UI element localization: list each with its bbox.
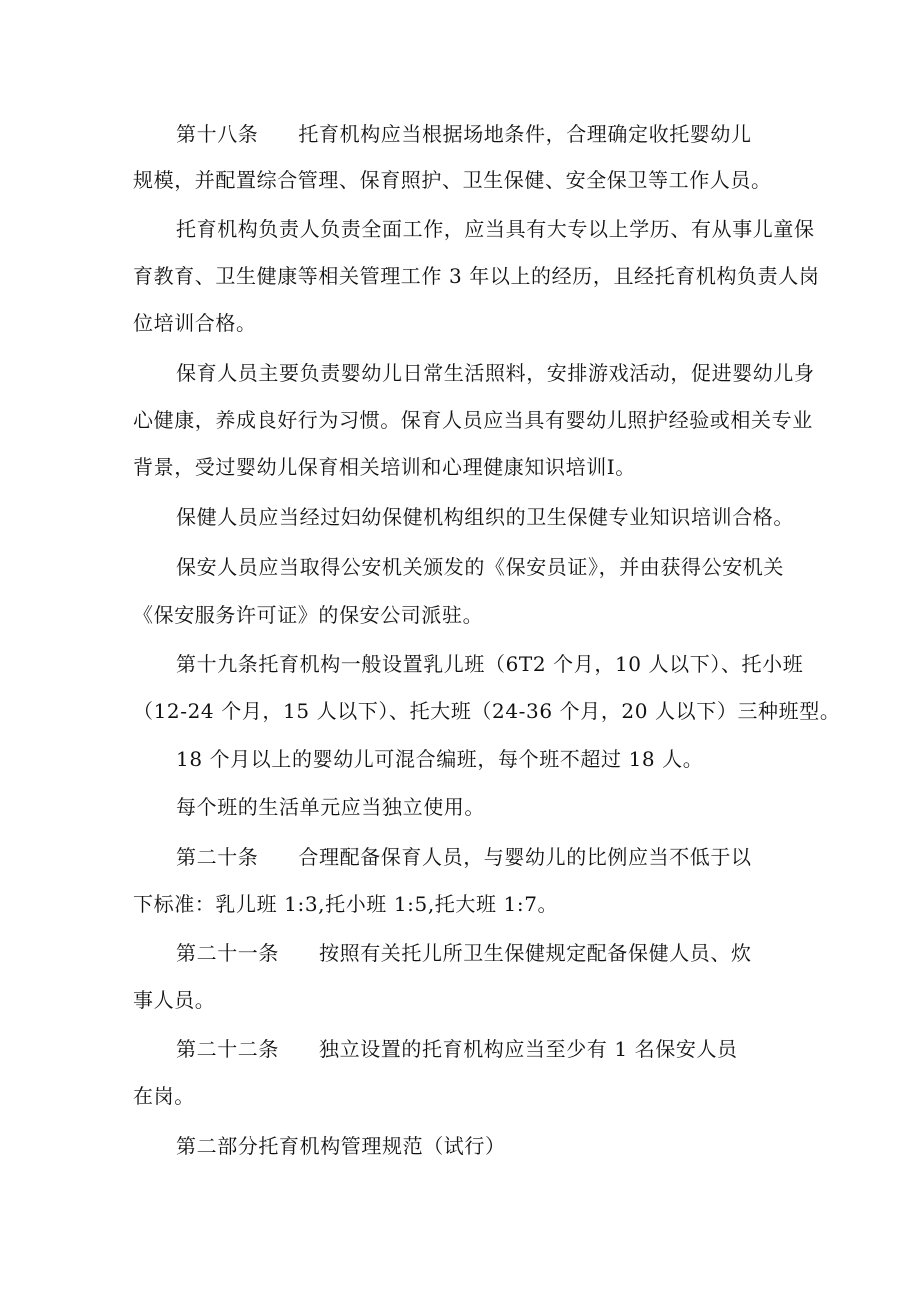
article-19-line-2: （12-24 个月，15 人以下）、托大班（24-36 个月，20 人以下）三种班型。 bbox=[133, 699, 841, 723]
health-paragraph-line-1: 保健人员应当经过妇幼保健机构组织的卫生保健专业知识培训合格。 bbox=[176, 505, 794, 529]
mixed-class-paragraph: 18 个月以上的婴幼儿可混合编班，每个班不超过 18 人。 bbox=[176, 747, 704, 771]
article-20-line-2: 下标准：乳儿班 1:3,托小班 1:5,托大班 1:7。 bbox=[133, 892, 559, 916]
article-20-line-1 bbox=[176, 845, 752, 869]
article-21-text: 按照有关托儿所卫生保健规定配备保健人员、炊 bbox=[319, 941, 752, 965]
article-22-line-1 bbox=[176, 1037, 738, 1061]
article-21-line-2: 事人员。 bbox=[133, 988, 216, 1012]
article-20-heading: 第二十条 bbox=[176, 845, 259, 869]
article-21-line-1 bbox=[176, 941, 752, 965]
article-18-text: 托育机构应当根据场地条件，合理确定收托婴幼儿 bbox=[298, 122, 752, 146]
living-unit-paragraph: 每个班的生活单元应当独立使用。 bbox=[176, 795, 485, 819]
part-2-heading: 第二部分托育机构管理规范（试行） bbox=[176, 1134, 506, 1158]
head-paragraph-line-1: 托育机构负责人负责全面工作，应当具有大专以上学历、有从事儿童保 bbox=[176, 217, 815, 241]
care-paragraph-line-2: 心健康，养成良好行为习惯。保育人员应当具有婴幼儿照护经验或相关专业 bbox=[133, 408, 813, 432]
security-paragraph-line-1: 保安人员应当取得公安机关颁发的《保安员证》，并由获得公安机关 bbox=[176, 555, 784, 579]
article-18-heading: 第十八条 bbox=[176, 122, 259, 146]
article-18-line-2: 规模，并配置综合管理、保育照护、卫生保健、安全保卫等工作人员。 bbox=[133, 168, 772, 192]
care-paragraph-line-1: 保育人员主要负责婴幼儿日常生活照料，安排游戏活动，促进婴幼儿身 bbox=[176, 361, 815, 385]
article-21-heading: 第二十一条 bbox=[176, 941, 279, 965]
care-paragraph-line-3: 背景，受过婴幼儿保育相关培训和心理健康知识培训Ⅰ。 bbox=[133, 455, 636, 479]
head-paragraph-line-3: 位培训合格。 bbox=[133, 311, 257, 335]
head-paragraph-line-2: 育教育、卫生健康等相关管理工作 3 年以上的经历，且经托育机构负责人岗 bbox=[133, 264, 820, 288]
article-18-line-1 bbox=[176, 122, 752, 146]
article-22-heading: 第二十二条 bbox=[176, 1037, 279, 1061]
article-22-line-2: 在岗。 bbox=[133, 1084, 195, 1108]
article-20-text: 合理配备保育人员，与婴幼儿的比例应当不低于以 bbox=[298, 845, 752, 869]
article-22-text: 独立设置的托育机构应当至少有 1 名保安人员 bbox=[319, 1037, 738, 1061]
security-paragraph-line-2: 《保安服务许可证》的保安公司派驻。 bbox=[133, 603, 484, 627]
article-19-line-1: 第十九条托育机构一般设置乳儿班（6T2 个月，10 人以下）、托小班 bbox=[176, 652, 804, 676]
